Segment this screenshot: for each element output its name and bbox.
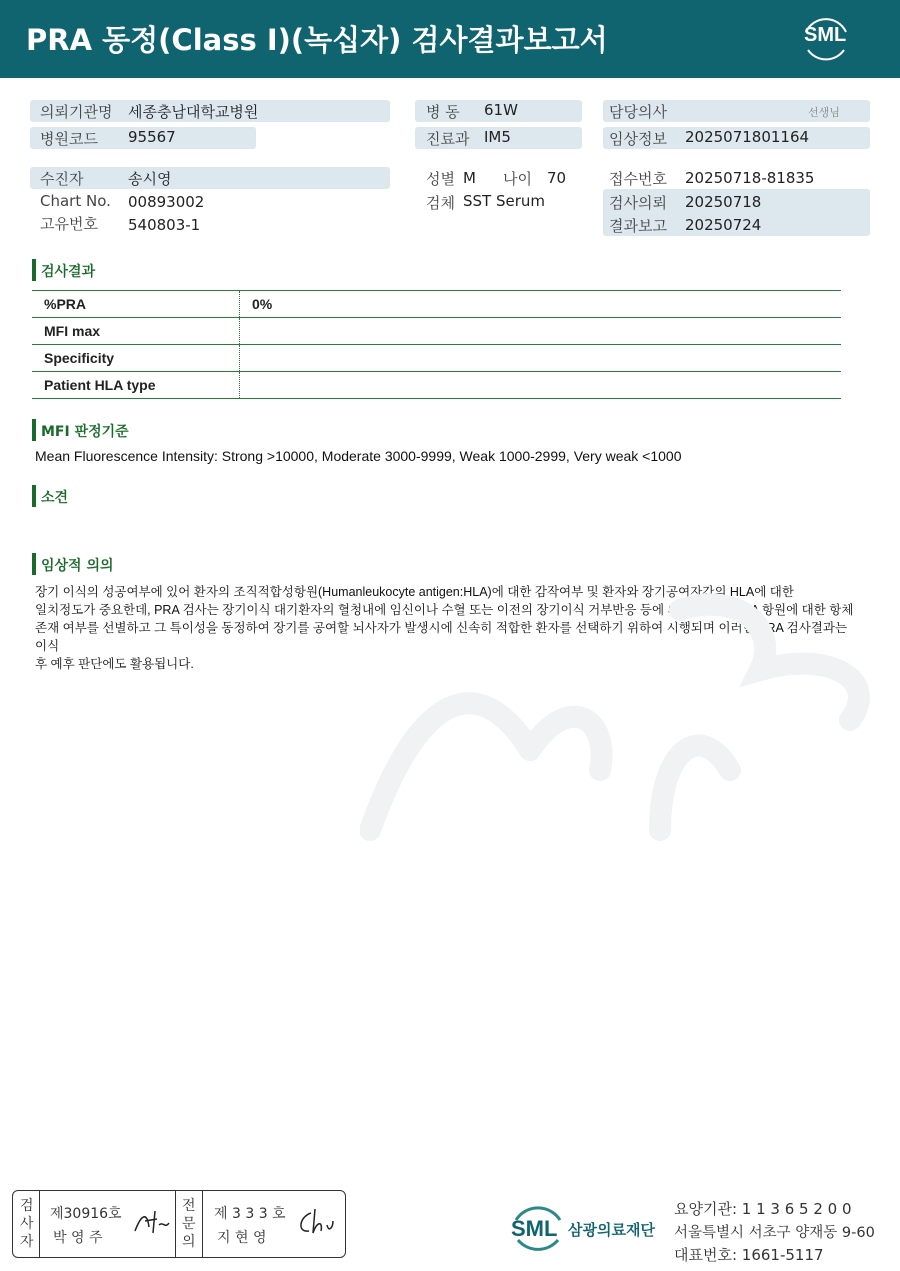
section-mfi-title: MFI 판정기준 — [41, 424, 129, 440]
technician-license: 제30916호 — [50, 1206, 122, 1222]
footer-logo — [508, 1200, 568, 1258]
id-value: 540803-1 — [128, 216, 201, 234]
result-key: MFI max — [32, 318, 240, 345]
specialist-signature — [295, 1207, 335, 1237]
ward-label: 병 동 — [426, 103, 460, 121]
patient-label: 수진자 — [40, 170, 84, 188]
clinical-info-label: 임상정보 — [609, 130, 667, 148]
clinical-line: 일치정도가 중요한데, PRA 검사는 장기이식 대기환자의 혈청내에 임신이나 수혈 또는 이전의 장기이식 거부반응 등에 의하여 생긴 HLA 항원에 대한 항체 — [35, 603, 854, 617]
specimen-label: 검체 — [426, 194, 455, 212]
patient-row — [30, 167, 390, 189]
footer-phone: 대표번호: 1661-5117 — [674, 1246, 824, 1264]
clinical-line: 존재 여부를 선별하고 그 특이성을 동정하여 장기를 공여할 뇌사자가 발생시에 신속히 적합한 환자를 선택하기 위하여 시행되며 이러한 PRA 검사결과는 이식 — [35, 621, 848, 653]
sex-value: M — [463, 169, 476, 187]
clinical-line: 후 예후 판단에도 활용됩니다. — [35, 657, 194, 671]
result-key: %PRA — [32, 291, 240, 318]
table-row — [32, 345, 841, 372]
results-table — [32, 290, 841, 399]
result-value — [240, 372, 842, 399]
id-label: 고유번호 — [40, 215, 98, 233]
report-title: PRA 동정(Class I)(녹십자) 검사결과보고서 — [26, 23, 608, 57]
result-key: Specificity — [32, 345, 240, 372]
department-value: IM5 — [484, 128, 511, 146]
sex-label: 성별 — [426, 170, 455, 188]
section-opinion-title: 소견 — [41, 490, 69, 506]
request-value: 20250718 — [685, 193, 762, 211]
age-label: 나이 — [503, 170, 532, 188]
section-clinical-title: 임상적 의의 — [41, 558, 114, 574]
technician-name: 박 영 주 — [53, 1230, 103, 1246]
sml-logo: SML — [800, 14, 852, 64]
footer-logo-text: SML — [511, 1216, 558, 1241]
department-label: 진료과 — [426, 130, 470, 148]
hospital-code-value: 95567 — [128, 128, 176, 146]
mfi-criteria-text: Mean Fluorescence Intensity: Strong >10000, Moderate 3000-9999, Weak 1000-2999, Very weak <1000 — [35, 448, 682, 464]
doctor-label: 담당의사 — [609, 103, 667, 121]
institution-value: 세종충남대학교병원 — [128, 103, 259, 121]
doctor-suffix: 선생님 — [808, 106, 840, 119]
clinical-info-value: 2025071801164 — [685, 128, 810, 146]
table-row — [32, 318, 841, 345]
specimen-value: SST Serum — [463, 192, 546, 210]
report-value: 20250724 — [685, 216, 762, 234]
result-value — [240, 318, 842, 345]
result-value: 0% — [240, 291, 842, 318]
result-value — [240, 345, 842, 372]
receipt-value: 20250718-81835 — [685, 169, 815, 187]
chart-value: 00893002 — [128, 193, 205, 211]
patient-value: 송시영 — [128, 170, 172, 188]
specialist-license: 제 3 3 3 호 — [214, 1206, 286, 1222]
footer-code: 요양기관: 1 1 3 6 5 2 0 0 — [674, 1200, 852, 1218]
section-results-title: 검사결과 — [41, 264, 96, 280]
clinical-line: 장기 이식의 성공여부에 있어 환자의 조직적합성항원(Humanleukocyte antigen:HLA)에 대한 감작여부 및 환자와 장기공여자간의 HLA에 대한 — [35, 585, 794, 599]
receipt-label: 접수번호 — [609, 170, 667, 188]
footer-address: 서울특별시 서초구 양재동 9-60 — [674, 1225, 875, 1241]
table-row — [32, 291, 841, 318]
signature-box — [12, 1190, 346, 1258]
institution-label: 의뢰기관명 — [40, 103, 113, 121]
watermark-graphic — [360, 570, 900, 850]
chart-label: Chart No. — [40, 192, 111, 210]
age-value: 70 — [547, 169, 567, 187]
report-header — [0, 0, 900, 78]
result-key: Patient HLA type — [32, 372, 240, 399]
hospital-code-label: 병원코드 — [40, 130, 98, 148]
specialist-name: 지 현 영 — [217, 1230, 267, 1246]
technician-label: 검 사 자 — [20, 1198, 34, 1250]
technician-signature — [131, 1207, 171, 1237]
footer-org-name: 삼광의료재단 — [568, 1221, 655, 1239]
table-row — [32, 372, 841, 399]
request-label: 검사의뢰 — [609, 194, 667, 212]
ward-value: 61W — [484, 101, 518, 119]
report-label: 결과보고 — [609, 217, 667, 235]
specialist-label: 전 문 의 — [182, 1198, 196, 1250]
